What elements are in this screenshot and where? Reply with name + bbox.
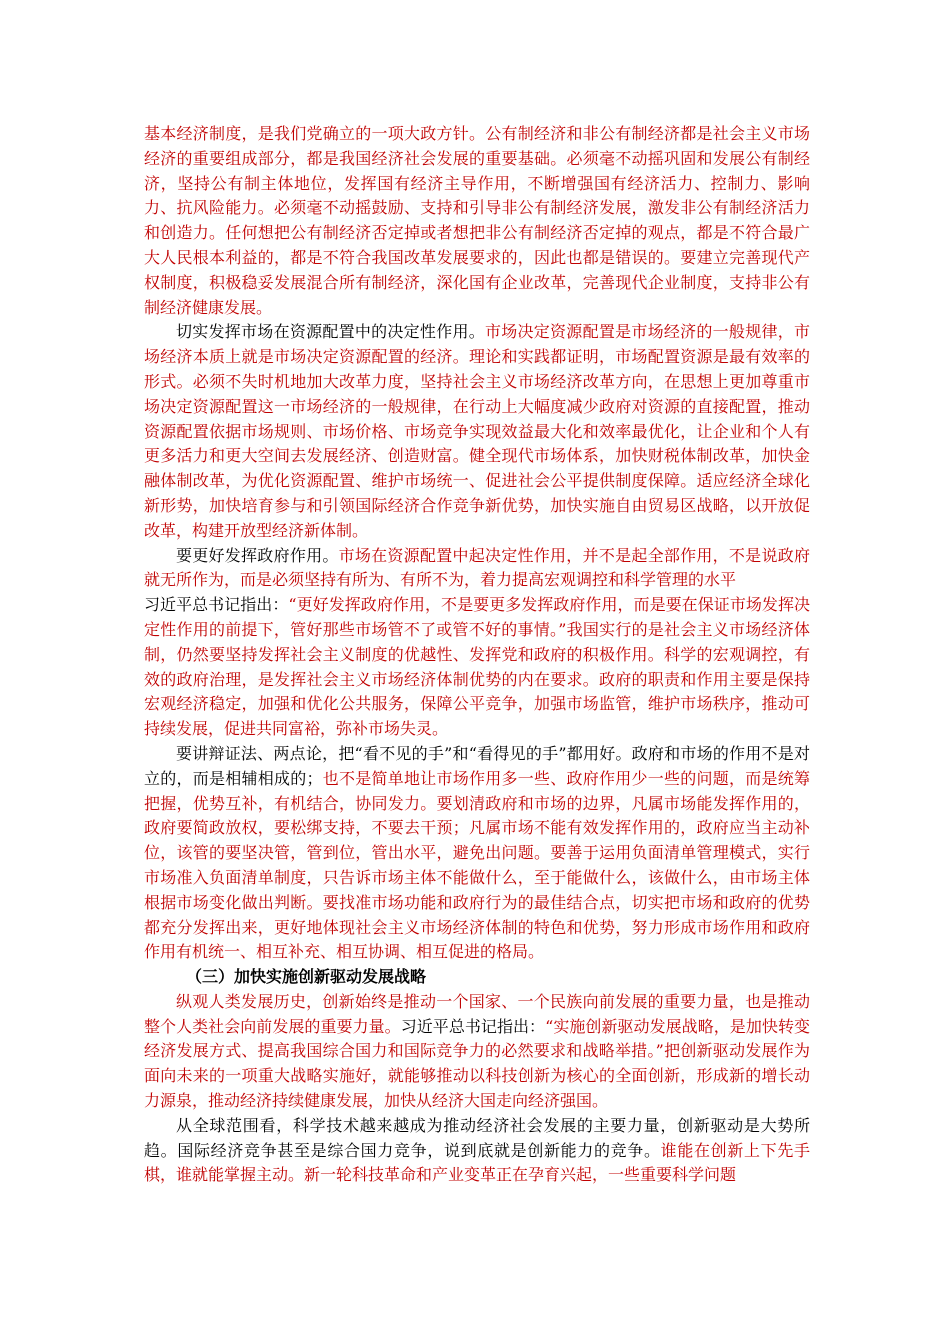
quote-attribution: 习近平总书记指出：	[144, 595, 289, 615]
quotation-text: “更好发挥政府作用，不是要更多发挥政府作用，而是要在保证市场发挥决定性作用的前提下，管好那些市场管不了或管不好的事情。”我国实行的是社会主义市场经济体制，仍然要坚持发挥社会主义制度的优越性、发挥党和政府的积极作用。科学的宏观调控，有效的政府治理，是发挥社会主义市场经济体制优势的内在要求。政府的职责和作用主要是保持宏观经济稳定，加强和优化公共服务，保障公平竞争，加强市场监管，维护市场秩序，推动可持续发展，促进共同富裕，弥补市场失灵。	[144, 595, 810, 739]
paragraph-lead-sentence: 要讲辩证法、两点论，把“看不见的手”和“看得见的手”都用好。政府和市场的作用不是对立的，而是相辅相成的；	[144, 743, 810, 788]
paragraph-text: 也不是简单地让市场作用多一些、政府作用少一些的问题，而是统筹把握，优势互补，有机结合，协同发力。要划清政府和市场的边界，凡属市场能发挥作用的，政府要简政放权，要松绑支持，不要去干预；凡属市场不能有效发挥作用的，政府应当主动补位，该管的要坚决管，管到位，管出水平，避免出问题。要善于运用负面清单管理模式，实行市场准入负面清单制度，只告诉市场主体不能做什么，至于能做什么，该做什么，由市场主体根据市场变化做出判断。要找准市场功能和政府行为的最佳结合点，切实把市场和政府的优势都充分发挥出来，更好地体现社会主义市场经济体制的特色和优势，努力形成市场作用和政府作用有机统一、相互补充、相互协调、相互促进的格局。	[144, 768, 810, 962]
paragraph-text: 基本经济制度，是我们党确立的一项大政方针。公有制经济和非公有制经济都是社会主义市场经济的重要组成部分，都是我国经济社会发展的重要基础。必须毫不动摇巩固和发展公有制经济，坚持公有制主体地位，发挥国有经济主导作用，不断增强国有经济活力、控制力、影响力、抗风险能力。必须毫不动摇鼓励、支持和引导非公有制经济发展，激发非公有制经济活力和创造力。任何想把公有制经济否定掉或者想把非公有制经济否定掉的观点，都是不符合最广大人民根本利益的，都是不符合我国改革发展要求的，因此也都是错误的。要建立完善现代产权制度，积极稳妥发展混合所有制经济，深化国有企业改革，完善现代企业制度，支持非公有制经济健康发展。	[144, 124, 810, 317]
paragraph-government-role	[144, 544, 810, 742]
paragraph-lead-sentence: 要更好发挥政府作用。	[176, 545, 339, 565]
section-heading: （三）加快实施创新驱动发展战略	[186, 967, 427, 987]
paragraph-lead-sentence: 切实发挥市场在资源配置中的决定性作用。	[176, 322, 485, 342]
paragraph-text: 纵观人类发展历史，创新始终是推动一个国家、一个民族向前发展的重要力量，也是推动整个人类社会向前发展的重要力量。	[144, 991, 810, 1036]
paragraph-lead-sentence: 从全球范围看，科学技术越来越成为推动经济社会发展的主要力量，创新驱动是大势所趋。国际经济竞争甚至是综合国力竞争，说到底就是创新能力的竞争。	[144, 1115, 810, 1160]
quote-attribution: 习近平总书记指出：	[400, 1016, 546, 1036]
paragraph-global-perspective	[144, 1114, 810, 1188]
paragraph-text: 谁能在创新上下先手棋，谁就能掌握主动。新一轮科技革命和产业变革正在孕育兴起，一些重要科学问题	[144, 1140, 810, 1185]
paragraph-two-hands	[144, 742, 810, 965]
paragraph-text: 市场在资源配置中起决定性作用，并不是起全部作用，不是说政府就无所作为，而是必须坚持有所为、有所不为，着力提高宏观调控和科学管理的水平	[144, 545, 810, 590]
paragraph-text: 市场决定资源配置是市场经济的一般规律，市场经济本质上就是市场决定资源配置的经济。理论和实践都证明，市场配置资源是最有效率的形式。必须不失时机地加大改革力度，坚持社会主义市场经济改革方向，在思想上更加尊重市场决定资源配置这一市场经济的一般规律，在行动上大幅度减少政府对资源的直接配置，推动资源配置依据市场规则、市场价格、市场竞争实现效益最大化和效率最优化，让企业和个人有更多活力和更大空间去发展经济、创造财富。健全现代市场体系，加快财税体制改革，加快金融体制改革，为优化资源配置、维护市场统一、促进社会公平提供制度保障。适应经济全球化新形势，加快培育参与和引领国际经济合作竞争新优势，加快实施自由贸易区战略，以开放促改革，构建开放型经济新体制。	[144, 322, 810, 540]
quotation-text: “实施创新驱动发展战略，是加快转变经济发展方式、提高我国综合国力和国际竞争力的必然要求和战略举措。”把创新驱动发展作为面向未来的一项重大战略实施好，就能够推动以科技创新为核心的全面创新，形成新的增长动力源泉，推动经济持续健康发展，加快从经济大国走向经济强国。	[144, 1016, 810, 1111]
paragraph-innovation-history	[144, 990, 810, 1114]
paragraph-market-decisive-role	[144, 320, 810, 543]
paragraph-basic-economic-system	[144, 122, 810, 320]
